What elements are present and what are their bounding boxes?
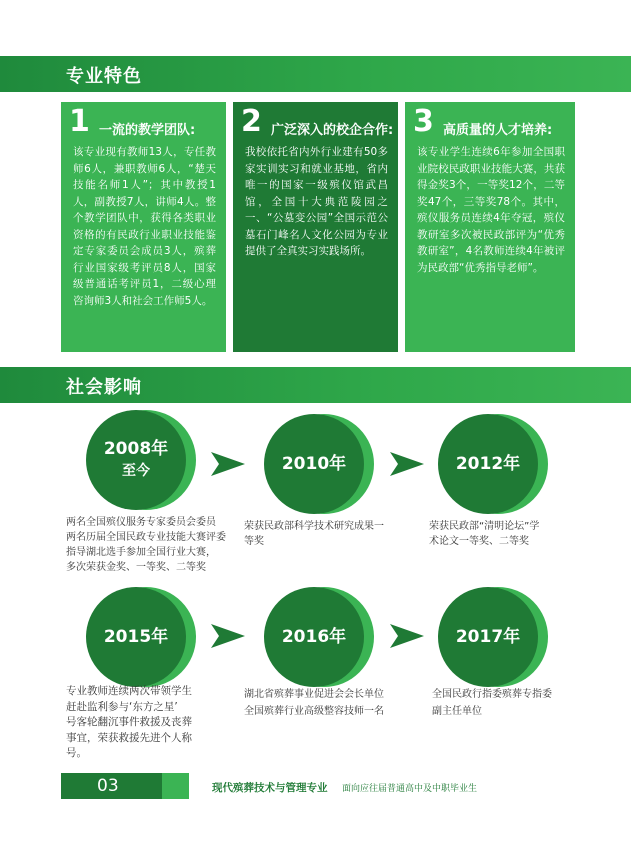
timeline-circle-2010 [264, 414, 374, 524]
arrow-right-icon [390, 624, 424, 648]
timeline-circle-2008 [86, 410, 196, 520]
timeline-year: 2012年 [455, 454, 521, 474]
feature-heading: 广泛深入的校企合作: [271, 123, 394, 138]
timeline-circle-2015 [86, 587, 196, 697]
feature-number: 2 [241, 104, 262, 139]
timeline-note-2017: 全国民政行指委殡葬专指委 副主任单位 [432, 689, 552, 717]
circle-face [86, 587, 186, 687]
features-banner [0, 56, 631, 92]
timeline-note-2008: 两名全国殡仪服务专家委员会委员 两名历届全国民政专业技能大赛评委 指导湖北选手参加全国行业大赛， 多次荣获金奖、一等奖、二等奖 [66, 517, 226, 573]
arrow-right-icon [390, 452, 424, 476]
feature-number: 1 [69, 104, 90, 139]
timeline-note-2012: 荣获民政部“清明论坛”学 术论文一等奖、二等奖 [429, 521, 540, 547]
features-section-title: 专业特色 [66, 66, 142, 87]
feature-body: 该专业现有教师13人，专任教师6人，兼职教师6人，“楚天技能名师1人”；其中教授1人，副教授7人，讲师4人。整个教学团队中，获得各类职业资格的有民政行业职业技能鉴定专家委员会成员3人，殡葬行业国家级考评员8人，国家级普通话考评员1，二级心理咨询师3人和社会工作师5人。 [73, 146, 216, 307]
feature-body: 我校依托省内外行业建有50多家实训实习和就业基地，省内唯一的国家一级殡仪馆武昌馆，全国十大典范陵园之一、“公墓变公园”全国示范公墓石门峰名人文化公园为专业提供了全真实习实践场所。 [245, 146, 388, 257]
timeline-year: 2015年 [103, 627, 169, 647]
timeline-year: 2008年 [103, 439, 169, 459]
feature-body: 该专业学生连续6年参加全国职业院校民政职业技能大赛，共获得金奖3个，一等奖12个，二等奖47个，三等奖78个。其中，殡仪服务员连续4年夺冠，殡仪教研室多次被民政部评为“优秀教研室”，4名教师连续4年被评为民政部“优秀指导老师”。 [417, 146, 565, 274]
feature-number: 3 [413, 104, 434, 139]
timeline-year: 2010年 [281, 454, 347, 474]
timeline-note-2015: 专业教师连续两次带领学生 赶赴监利参与‘东方之星’ 号客轮翻沉事件救援及丧葬 事宜，荣获救援先进个人称 号。 [66, 685, 192, 759]
impact-section-title: 社会影响 [66, 377, 142, 398]
circle-face [264, 414, 364, 514]
timeline-year: 2017年 [455, 627, 521, 647]
arrow-right-icon [211, 452, 245, 476]
arrow-right-icon [211, 624, 245, 648]
footer-audience: 面向应往届普通高中及中职毕业生 [342, 784, 478, 794]
feature-card-teaching-team [61, 102, 226, 352]
timeline-note-2016: 湖北省殡葬事业促进会会长单位 全国殡葬行业高级整容技师一名 [244, 689, 384, 717]
timeline-circle-2016 [264, 587, 374, 697]
circle-face [438, 414, 538, 514]
page-number: 03 [97, 776, 119, 796]
feature-card-talent-training [405, 102, 575, 352]
timeline-year: 2016年 [281, 627, 347, 647]
timeline-note-2010: 荣获民政部科学技术研究成果一 等奖 [244, 521, 384, 547]
feature-card-school-enterprise [233, 102, 398, 352]
circle-face [438, 587, 538, 687]
impact-banner [0, 367, 631, 403]
timeline-year-sub: 至今 [122, 463, 150, 479]
footer-bar-accent [162, 773, 189, 799]
timeline-circle-2012 [438, 414, 548, 524]
footer-program-title: 现代殡葬技术与管理专业 [212, 782, 328, 794]
feature-heading: 一流的教学团队: [99, 123, 196, 138]
feature-heading: 高质量的人才培养: [443, 123, 553, 138]
timeline-circle-2017 [438, 587, 548, 697]
circle-face [264, 587, 364, 687]
circle-face [86, 410, 186, 510]
